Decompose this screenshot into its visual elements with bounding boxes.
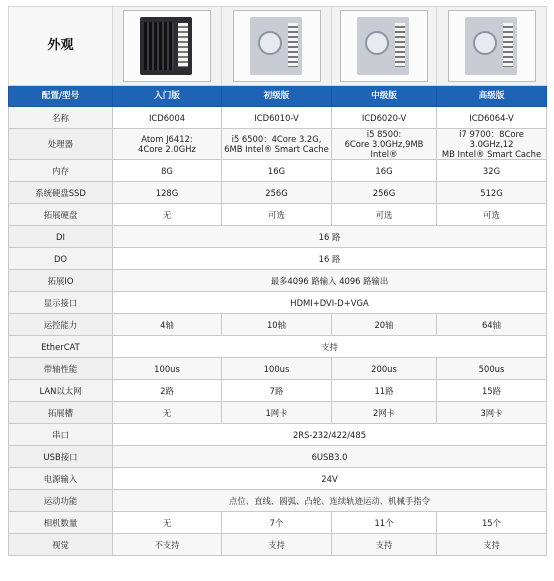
table-cell: 512G xyxy=(437,182,547,204)
table-row xyxy=(9,248,547,270)
row-label: 相机数量 xyxy=(9,512,113,534)
table-cell: i5 8500: 6Core 3.0GHz,9MB Intel® xyxy=(332,129,437,160)
row-label: 系统硬盘SSD xyxy=(9,182,113,204)
row-label: 拓展槽 xyxy=(9,402,113,424)
table-row xyxy=(9,424,547,446)
table-row xyxy=(9,336,547,358)
table-row xyxy=(9,292,547,314)
table-cell: 支持 xyxy=(222,534,332,556)
table-cell: 8G xyxy=(113,160,222,182)
table-row xyxy=(9,402,547,424)
table-row xyxy=(9,107,547,129)
table-cell: 7路 xyxy=(222,380,332,402)
table-cell: 无 xyxy=(113,402,222,424)
table-cell: 不支持 xyxy=(113,534,222,556)
table-cell: 128G xyxy=(113,182,222,204)
table-cell: 1网卡 xyxy=(222,402,332,424)
row-label: EtherCAT xyxy=(9,336,113,358)
table-cell: 3网卡 xyxy=(437,402,547,424)
industrial-pc-fan-image xyxy=(340,10,428,82)
industrial-pc-black-image xyxy=(123,10,211,82)
table-row xyxy=(9,314,547,336)
row-label: 运控能力 xyxy=(9,314,113,336)
table-cell: 支持 xyxy=(332,534,437,556)
spanned-cell: 16 路 xyxy=(113,226,547,248)
spanned-cell: 支持 xyxy=(113,336,547,358)
table-row xyxy=(9,534,547,556)
table-cell: 11个 xyxy=(332,512,437,534)
column-header: 配置/型号 xyxy=(9,86,113,107)
row-label: USB接口 xyxy=(9,446,113,468)
table-cell: 2路 xyxy=(113,380,222,402)
column-header: 中级版 xyxy=(332,86,437,107)
table-cell: 可选 xyxy=(437,204,547,226)
table-row xyxy=(9,270,547,292)
table-row xyxy=(9,468,547,490)
table-row xyxy=(9,446,547,468)
table-row xyxy=(9,160,547,182)
appearance-row xyxy=(9,7,547,86)
table-cell: 15路 xyxy=(437,380,547,402)
appearance-label: 外观 xyxy=(9,7,113,86)
column-header: 高级版 xyxy=(437,86,547,107)
product-image-cell xyxy=(437,7,547,86)
table-cell: 256G xyxy=(222,182,332,204)
table-cell: 200us xyxy=(332,358,437,380)
table-cell: 100us xyxy=(113,358,222,380)
table-cell: 16G xyxy=(332,160,437,182)
column-header: 初级版 xyxy=(222,86,332,107)
table-row xyxy=(9,129,547,160)
table-cell: 20轴 xyxy=(332,314,437,336)
table-cell: 可选 xyxy=(222,204,332,226)
table-row xyxy=(9,358,547,380)
table-cell: 500us xyxy=(437,358,547,380)
table-row xyxy=(9,490,547,512)
table-cell: 4轴 xyxy=(113,314,222,336)
row-label: 名称 xyxy=(9,107,113,129)
table-cell: ICD6064-V xyxy=(437,107,547,129)
table-cell: 7个 xyxy=(222,512,332,534)
spanned-cell: 6USB3.0 xyxy=(113,446,547,468)
table-cell: 64轴 xyxy=(437,314,547,336)
row-label: DI xyxy=(9,226,113,248)
table-cell: 可选 xyxy=(332,204,437,226)
product-image-cell xyxy=(332,7,437,86)
table-cell: 无 xyxy=(113,512,222,534)
table-cell: ICD6004 xyxy=(113,107,222,129)
table-cell: 2网卡 xyxy=(332,402,437,424)
table-cell: ICD6010-V xyxy=(222,107,332,129)
row-label: 拓展IO xyxy=(9,270,113,292)
table-cell: i5 6500：4Core 3.2G, 6MB Intel® Smart Cache xyxy=(222,129,332,160)
table-cell: 16G xyxy=(222,160,332,182)
row-label: 处理器 xyxy=(9,129,113,160)
spanned-cell: 2RS-232/422/485 xyxy=(113,424,547,446)
table-cell: 32G xyxy=(437,160,547,182)
spanned-cell: 16 路 xyxy=(113,248,547,270)
header-row xyxy=(9,86,547,107)
row-label: 带轴性能 xyxy=(9,358,113,380)
table-cell: i7 9700：8Core 3.0GHz,12 MB Intel® Smart Cache xyxy=(437,129,547,160)
spanned-cell: HDMI+DVI-D+VGA xyxy=(113,292,547,314)
product-image-cell xyxy=(113,7,222,86)
table-cell: 256G xyxy=(332,182,437,204)
product-image-cell xyxy=(222,7,332,86)
row-label: DO xyxy=(9,248,113,270)
spanned-cell: 点位、直线、圆弧、凸轮、连续轨迹运动、机械手指令 xyxy=(113,490,547,512)
table-cell: 无 xyxy=(113,204,222,226)
table-row xyxy=(9,204,547,226)
spanned-cell: 最多4096 路输入 4096 路输出 xyxy=(113,270,547,292)
table-row xyxy=(9,512,547,534)
table-cell: 11路 xyxy=(332,380,437,402)
row-label: 电源输入 xyxy=(9,468,113,490)
spanned-cell: 24V xyxy=(113,468,547,490)
row-label: LAN以太网 xyxy=(9,380,113,402)
table-cell: 10轴 xyxy=(222,314,332,336)
industrial-pc-fan-image xyxy=(448,10,536,82)
row-label: 运动功能 xyxy=(9,490,113,512)
spec-table xyxy=(8,6,547,556)
table-row xyxy=(9,226,547,248)
row-label: 显示接口 xyxy=(9,292,113,314)
table-cell: ICD6020-V xyxy=(332,107,437,129)
row-label: 内存 xyxy=(9,160,113,182)
row-label: 拓展硬盘 xyxy=(9,204,113,226)
industrial-pc-fan-image xyxy=(233,10,321,82)
column-header: 入门版 xyxy=(113,86,222,107)
table-row xyxy=(9,182,547,204)
row-label: 视觉 xyxy=(9,534,113,556)
table-cell: 15个 xyxy=(437,512,547,534)
table-row xyxy=(9,380,547,402)
table-cell: 100us xyxy=(222,358,332,380)
table-cell: 支持 xyxy=(437,534,547,556)
table-cell: Atom J6412: 4Core 2.0GHz xyxy=(113,129,222,160)
row-label: 串口 xyxy=(9,424,113,446)
